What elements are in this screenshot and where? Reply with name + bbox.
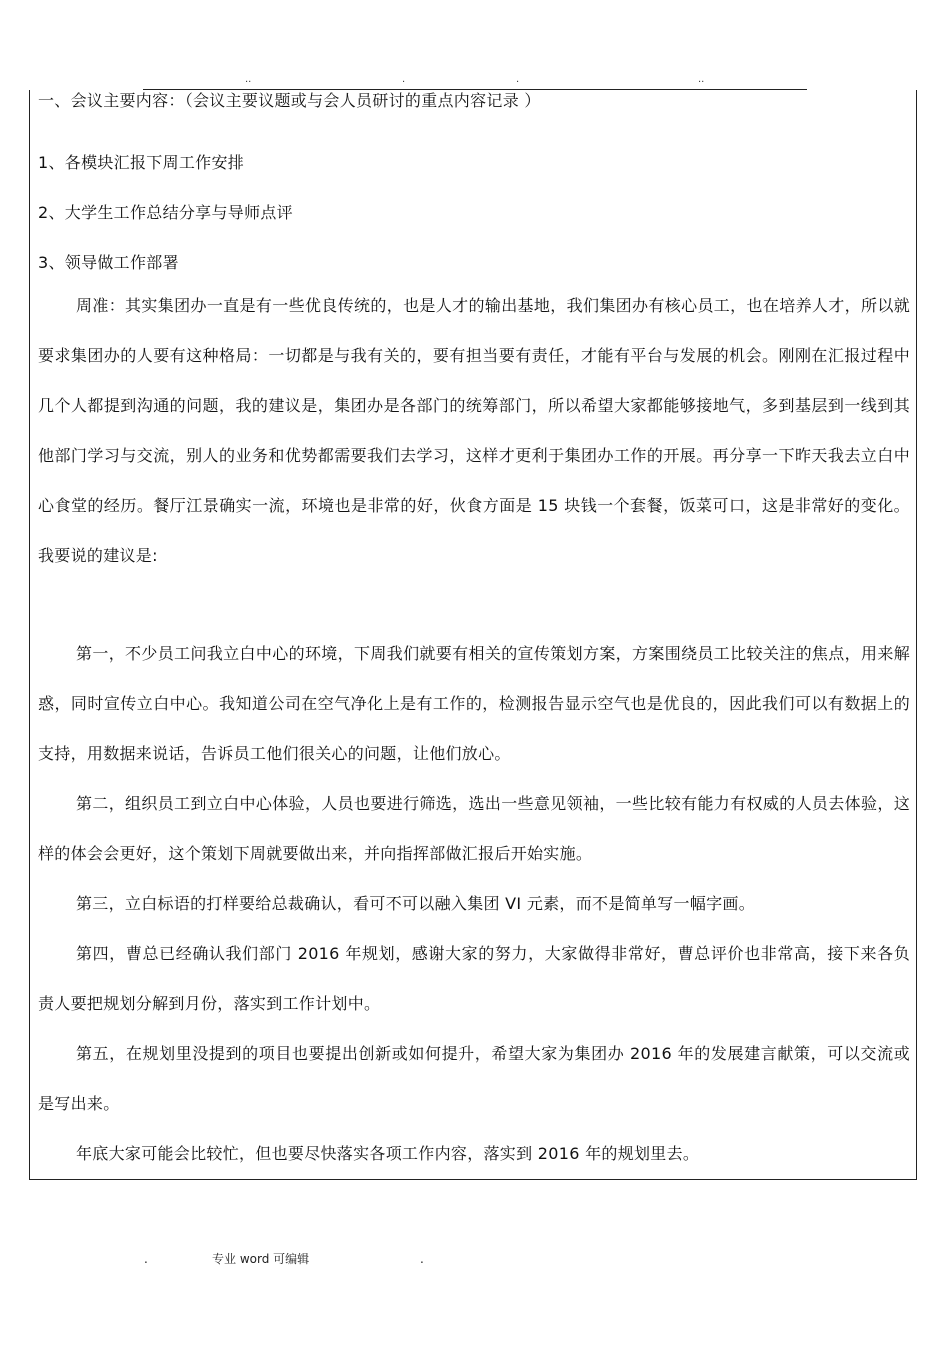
header-mark: . <box>516 74 520 85</box>
footer-label: 专业 word 可编辑 <box>212 1252 310 1266</box>
speech-paragraph: 年底大家可能会比较忙，但也要尽快落实各项工作内容，落实到 2016 年的规划里去。 <box>76 1144 700 1163</box>
agenda-item: 3、领导做工作部署 <box>38 253 179 272</box>
speech-paragraph: 周准：其实集团办一直是有一些优良传统的，也是人才的输出基地，我们集团办有核心员工，也在培养人才，所以就要求集团办的人要有这种格局：一切都是与我有关的，要有担当要有责任，才能有平台与发展的机会。刚刚在汇报过程中几个人都提到沟通的问题，我的建议是，集团办是各部门的统筹部门，所以希望大家都能够接地气，多到基层到一线到其他部门学习与交流，别人的业务和优势都需要我们去学习，这样才更利于集团办工作的开展。再分享一下昨天我去立白中心食堂的经历。餐厅江景确实一流，环境也是非常的好，伙食方面是 15 块钱一个套餐，饭菜可口，这是非常好的变化。我要说的建议是: <box>38 296 910 565</box>
speech-paragraph: 第四，曹总已经确认我们部门 2016 年规划，感谢大家的努力，大家做得非常好，曹总评价也非常高，接下来各负责人要把规划分解到月份，落实到工作计划中。 <box>38 944 910 1013</box>
section-heading: 一、会议主要内容：（会议主要议题或与会人员研讨的重点内容记录 ） <box>38 91 541 110</box>
speech-paragraph: 第二，组织员工到立白中心体验，人员也要进行筛选，选出一些意见领袖，一些比较有能力有权威的人员去体验，这样的体会会更好，这个策划下周就要做出来，并向指挥部做汇报后开始实施。 <box>38 794 910 863</box>
header-mark: .. <box>245 74 252 85</box>
speech-paragraph: 第三，立白标语的打样要给总裁确认，看可不可以融入集团 VI 元素，而不是简单写一幅字画。 <box>76 894 756 913</box>
header-mark: .. <box>698 74 705 85</box>
agenda-item: 2、大学生工作总结分享与导师点评 <box>38 203 293 222</box>
header-mark: . <box>402 74 406 85</box>
footer-mark: . <box>144 1252 148 1266</box>
speech-paragraph: 第五，在规划里没提到的项目也要提出创新或如何提升，希望大家为集团办 2016 年的发展建言献策，可以交流或是写出来。 <box>38 1044 910 1113</box>
agenda-item: 1、各模块汇报下周工作安排 <box>38 153 245 172</box>
footer-mark: . <box>420 1252 424 1266</box>
speech-paragraph: 第一，不少员工问我立白中心的环境，下周我们就要有相关的宣传策划方案，方案围绕员工比较关注的焦点，用来解惑，同时宣传立白中心。我知道公司在空气净化上是有工作的，检测报告显示空气也是优良的，因此我们可以有数据上的支持，用数据来说话，告诉员工他们很关心的问题，让他们放心。 <box>38 644 910 763</box>
